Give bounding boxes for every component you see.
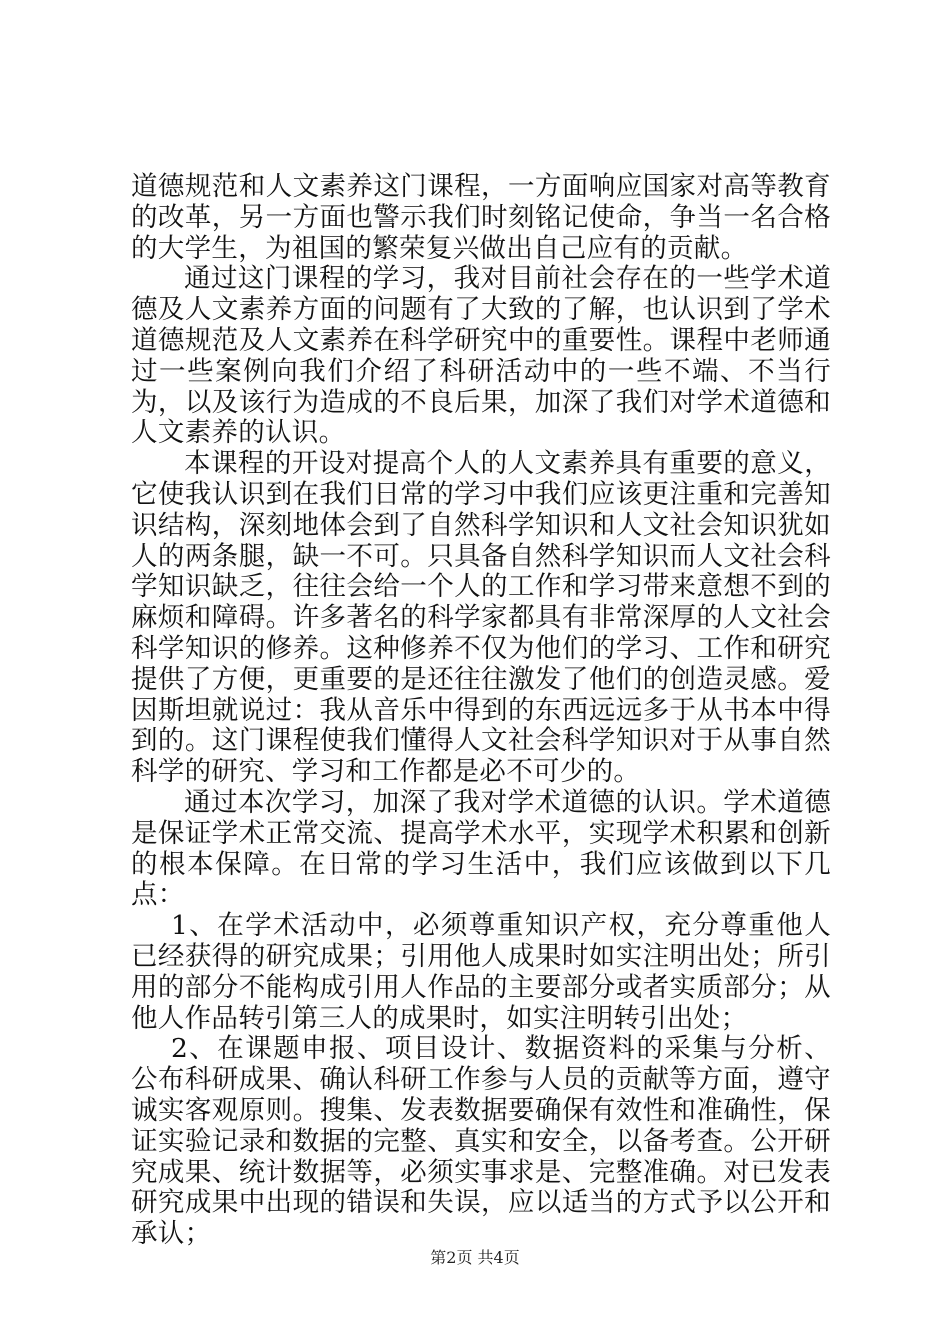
document-body — [131, 172, 831, 1250]
paragraph-point-1: 1、在学术活动中，必须尊重知识产权，充分尊重他人已经获得的研究成果；引用他人成果时如实注明出处；所引用的部分不能构成引用人作品的主要部分或者实质部分；从他人作品转引第三人的成果时，如实注明转引出处； — [131, 910, 831, 1034]
paragraph-course-learning: 通过这门课程的学习，我对目前社会存在的一些学术道德及人文素养方面的问题有了大致的了解，也认识到了学术道德规范及人文素养在科学研究中的重要性。课程中老师通过一些案例向我们介绍了科研活动中的一些不端、不当行为，以及该行为造成的不良后果，加深了我们对学术道德和人文素养的认识。 — [131, 263, 831, 449]
paragraph-humanities-significance: 本课程的开设对提高个人的人文素养具有重要的意义，它使我认识到在我们日常的学习中我们应该更注重和完善知识结构，深刻地体会到了自然科学知识和人文社会知识犹如人的两条腿，缺一不可。只具备自然科学知识而人文社会科学知识缺乏，往往会给一个人的工作和学习带来意想不到的麻烦和障碍。许多著名的科学家都具有非常深厚的人文社会科学知识的修养。这种修养不仅为他们的学习、工作和研究提供了方便，更重要的是还往往激发了他们的创造灵感。爱因斯坦就说过：我从音乐中得到的东西远远多于从书本中得到的。这门课程使我们懂得人文社会科学知识对于从事自然科学的研究、学习和工作都是必不可少的。 — [131, 448, 831, 788]
paragraph-course-intro: 道德规范和人文素养这门课程，一方面响应国家对高等教育的改革，另一方面也警示我们时刻铭记使命，争当一名合格的大学生，为祖国的繁荣复兴做出自己应有的贡献。 — [131, 171, 831, 264]
page-number-footer: 第2页 共4页 — [430, 1248, 520, 1267]
paragraph-point-2: 2、在课题申报、项目设计、数据资料的采集与分析、公布科研成果、确认科研工作参与人员的贡献等方面，遵守诚实客观原则。搜集、发表数据要确保有效性和准确性，保证实验记录和数据的完整、真实和安全，以备考查。公开研究成果、统计数据等，必须实事求是、完整准确。对已发表研究成果中出现的错误和失误，应以适当的方式予以公开和承认； — [131, 1033, 831, 1250]
paragraph-academic-ethics: 通过本次学习，加深了我对学术道德的认识。学术道德是保证学术正常交流、提高学术水平，实现学术积累和创新的根本保障。在日常的学习生活中，我们应该做到以下几点： — [131, 786, 831, 911]
